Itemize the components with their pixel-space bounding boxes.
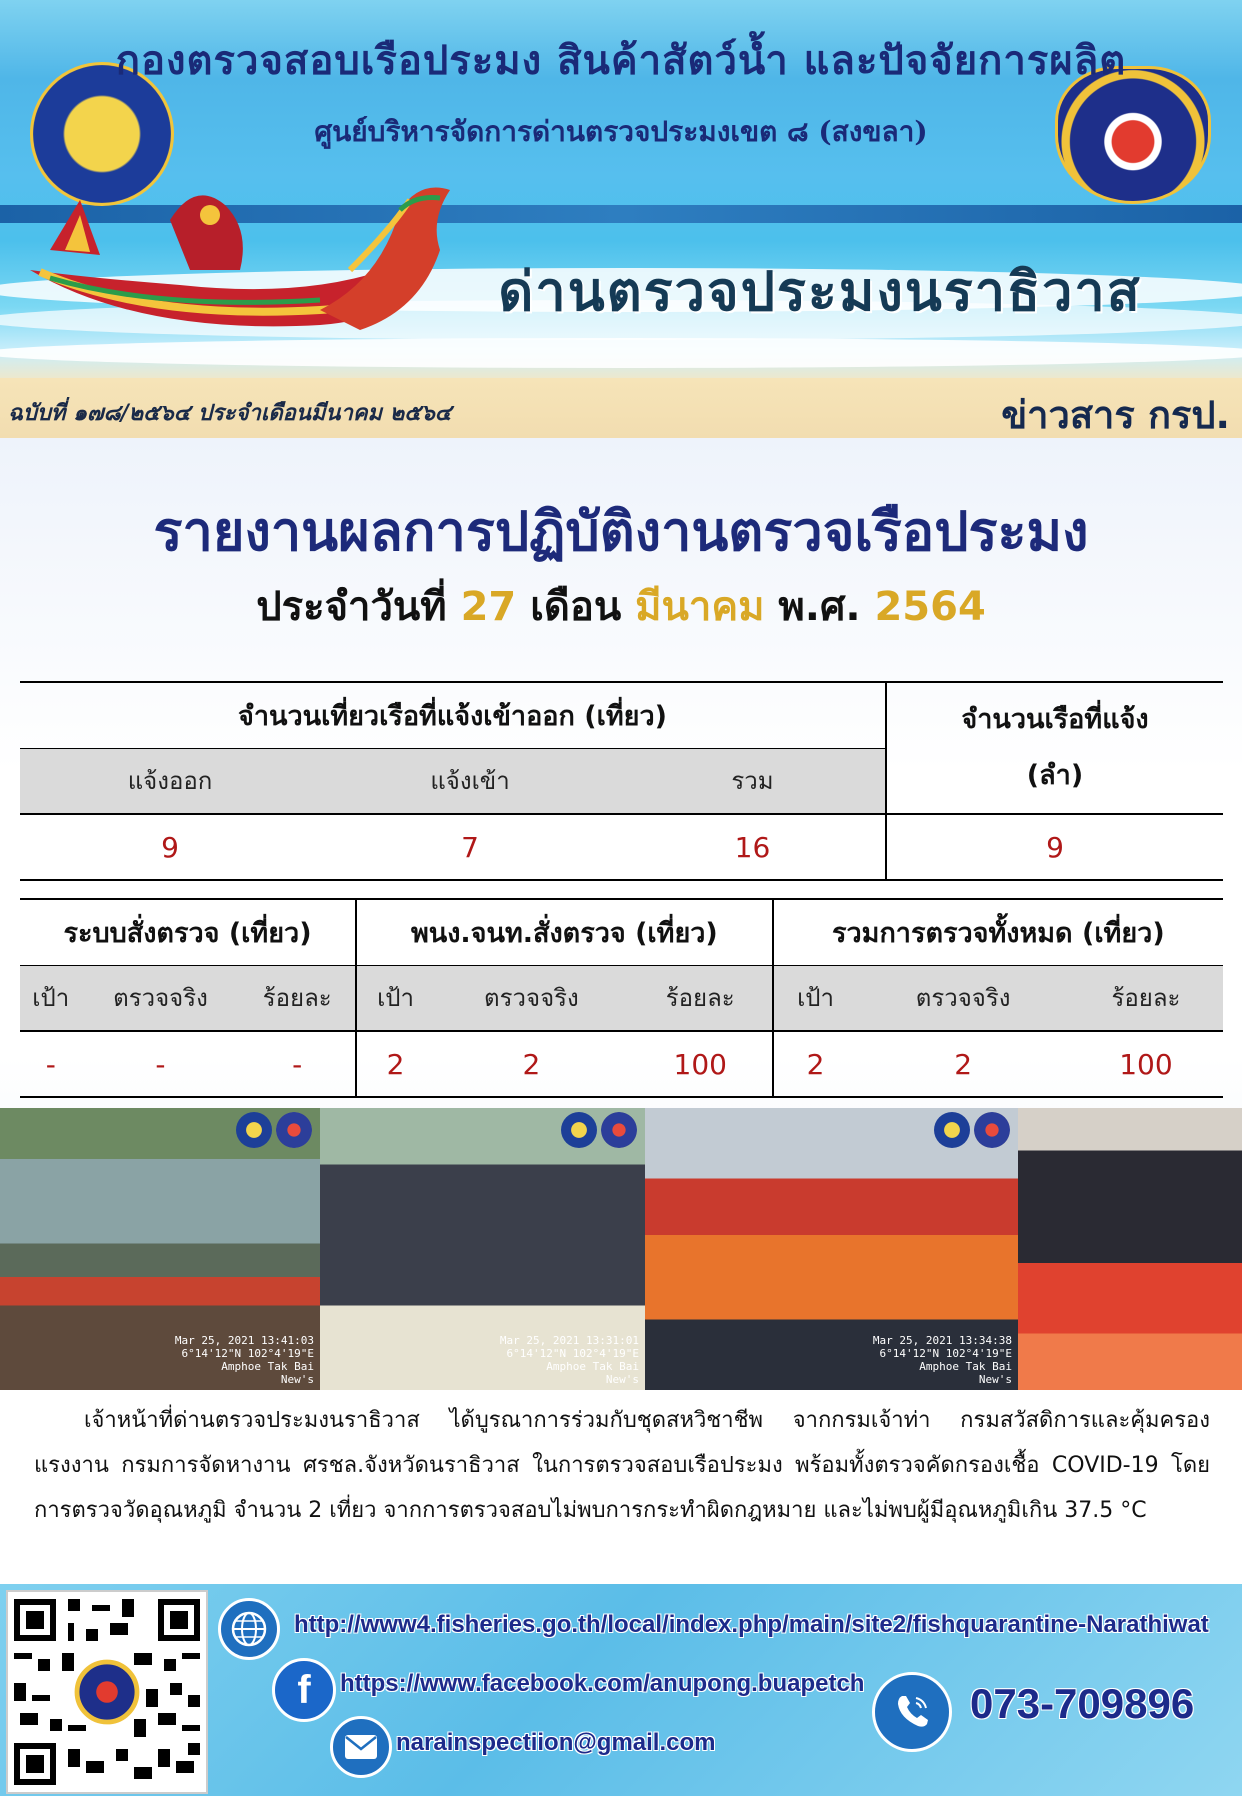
qr-code-pattern	[8, 1592, 206, 1792]
description-paragraph: เจ้าหน้าที่ด่านตรวจประมงนราธิวาส ได้บูรณาการร่วมกับชุดสหวิชาชีพ จากกรมเจ้าท่า กรมสวัสดิการและคุ้มครองแรงงาน กรมการจัดหางาน ศรชล.จังหวัดนราธิวาส ในการตรวจสอบเรือประมง พร้อมทั้งตรวจคัดกรองเชื้อ COVID-19 โดยการตรวจวัดอุณหภูมิ จำนวน 2 เที่ยว จากการตรวจสอบไม่พบการกระทำผิดกฎหมาย และไม่พบผู้มีอุณหภูมิเกิน 37.5 °C	[34, 1408, 1210, 1523]
date-prefix: ประจำวันที่	[256, 584, 447, 630]
inspection-photo-3	[645, 1108, 1018, 1390]
col-out: แจ้งออก	[20, 748, 320, 814]
col-percent: ร้อยละ	[1069, 965, 1223, 1031]
col-target: เป้า	[773, 965, 858, 1031]
report-date	[0, 574, 1242, 638]
phone-icon	[872, 1672, 952, 1752]
department-title: กองตรวจสอบเรือประมง สินค้าสัตว์น้ำ และปัจจัยการผลิต	[115, 37, 1127, 84]
col-actual: ตรวจจริง	[434, 965, 629, 1031]
seal-icon	[561, 1112, 597, 1148]
email-link[interactable]: narainspectiion@gmail.com	[396, 1729, 716, 1756]
col-target: เป้า	[356, 965, 434, 1031]
header-banner	[0, 0, 1242, 438]
boats-header-line1: จำนวนเรือที่แจ้ง	[961, 704, 1149, 735]
issue-number: ฉบับที่ ๑๗๘/๒๕๖๔ ประจำเดือนมีนาคม ๒๕๖๔	[8, 400, 452, 426]
facebook-icon: f	[272, 1658, 336, 1722]
news-label: ข่าวสาร กรป.	[1001, 393, 1230, 437]
col-percent: ร้อยละ	[239, 965, 356, 1031]
system-target: -	[45, 1047, 56, 1081]
col-percent: ร้อยละ	[629, 965, 773, 1031]
officer-percent: 100	[629, 1031, 773, 1097]
phone-number[interactable]: 073-709896	[970, 1680, 1195, 1727]
inspection-photo-4	[1018, 1108, 1242, 1390]
report-title: รายงานผลการปฏิบัติงานตรวจเรือประมง	[153, 500, 1089, 563]
website-link[interactable]: http://www4.fisheries.go.th/local/index.php/main/site2/fishquarantine-Narathiwat	[294, 1611, 1209, 1638]
vessel-notification-table	[20, 681, 1223, 881]
total-actual: 2	[954, 1047, 973, 1081]
checkpoint-name: ด่านตรวจประมงนราธิวาส	[498, 260, 1142, 323]
badge-icon	[601, 1112, 637, 1148]
email-icon	[330, 1716, 392, 1778]
trips-header: จำนวนเที่ยวเรือที่แจ้งเข้าออก (เที่ยว)	[20, 682, 886, 748]
inspection-table	[20, 898, 1223, 1098]
date-day: 27	[460, 584, 517, 630]
officer-target: 2	[386, 1047, 405, 1081]
boats-header	[886, 682, 1223, 814]
badge-icon	[974, 1112, 1010, 1148]
value-in: 7	[461, 830, 479, 864]
officer-actual: 2	[522, 1047, 541, 1081]
col-total: รวม	[620, 748, 886, 814]
total-percent: 100	[1119, 1047, 1173, 1081]
photo-timestamp: Mar 25, 2021 13:31:01 6°14'12"N 102°4'19"E Amphoe Tak Bai New's	[499, 1334, 639, 1386]
photo-strip	[0, 1108, 1242, 1390]
col-in: แจ้งเข้า	[320, 748, 620, 814]
inspection-photo-1	[0, 1108, 320, 1390]
date-year-label: พ.ศ.	[778, 584, 861, 630]
seal-icon	[236, 1112, 272, 1148]
thai-boat-illustration	[20, 160, 460, 350]
system-actual: -	[155, 1047, 166, 1081]
date-year: 2564	[874, 584, 986, 630]
badge-icon	[276, 1112, 312, 1148]
col-actual: ตรวจจริง	[82, 965, 240, 1031]
group-header-officer: พนง.จนท.สั่งตรวจ (เที่ยว)	[356, 899, 773, 965]
col-actual: ตรวจจริง	[857, 965, 1069, 1031]
group-header-system: ระบบสั่งตรวจ (เที่ยว)	[20, 899, 356, 965]
total-target: 2	[806, 1047, 825, 1081]
date-month-label: เดือน	[530, 584, 622, 630]
globe-icon	[218, 1598, 280, 1660]
seal-icon	[934, 1112, 970, 1148]
date-month: มีนาคม	[635, 584, 765, 630]
value-total: 16	[620, 814, 886, 880]
group-header-total: รวมการตรวจทั้งหมด (เที่ยว)	[773, 899, 1223, 965]
photo-timestamp: Mar 25, 2021 13:34:38 6°14'12"N 102°4'19"E Amphoe Tak Bai New's	[872, 1334, 1012, 1386]
col-target: เป้า	[20, 965, 82, 1031]
system-percent: -	[239, 1031, 356, 1097]
qr-code	[6, 1590, 208, 1794]
inspection-photo-2	[320, 1108, 645, 1390]
value-out: 9	[161, 830, 179, 864]
facebook-link[interactable]: https://www.facebook.com/anupong.buapetch	[340, 1670, 865, 1697]
value-boats: 9	[1046, 830, 1064, 864]
department-subtitle: ศูนย์บริหารจัดการด่านตรวจประมงเขต ๘ (สงขลา)	[314, 115, 928, 148]
photo-timestamp: Mar 25, 2021 13:41:03 6°14'12"N 102°4'19"E Amphoe Tak Bai New's	[174, 1334, 314, 1386]
boats-header-line2: (ลำ)	[1026, 760, 1084, 791]
